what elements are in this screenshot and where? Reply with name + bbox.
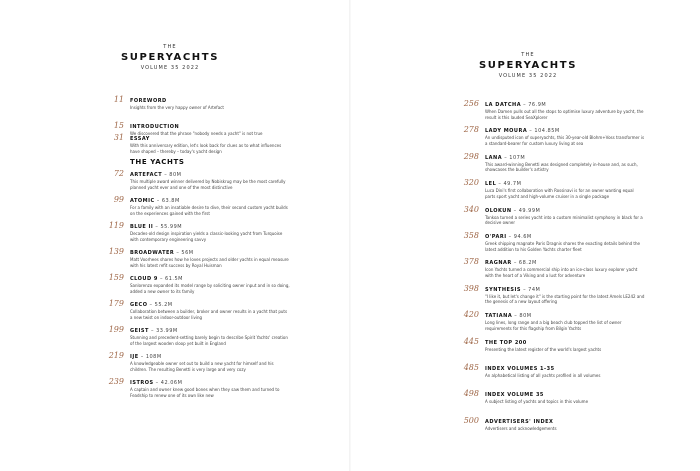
page-number: 119 bbox=[108, 221, 124, 230]
contents-entry[interactable] bbox=[455, 101, 645, 127]
entry-title: TATIANA bbox=[485, 313, 513, 320]
page-number: 445 bbox=[463, 336, 479, 346]
contents-entry[interactable] bbox=[455, 283, 645, 312]
entry-description: A knowledgeable owner set out to build a new yacht for himself and his children. The resulting Benetti is very large and very cozy bbox=[130, 361, 274, 372]
entry-length: – 55.2M bbox=[147, 302, 173, 308]
entry-description: Luca Dini's first collaboration with Rossinavi is for an owner wanting equal parts sport yacht and high-volume cruiser in a single package bbox=[485, 188, 634, 199]
entry-length: – 49.99M bbox=[511, 207, 541, 214]
page-number: 298 bbox=[463, 151, 479, 161]
entry-description: Tankoa turned a series yacht into a custom minimalist symphony in black for a decisive owner bbox=[485, 214, 643, 226]
entry-title: ADVERTISERS' INDEX bbox=[485, 418, 554, 425]
contents-entry[interactable] bbox=[100, 135, 290, 157]
page-number: 278 bbox=[463, 125, 479, 135]
entry-length: – 80M bbox=[512, 313, 532, 320]
entry-title: BROADWATER bbox=[130, 250, 175, 256]
entry-length: – 61.5M bbox=[157, 276, 183, 282]
contents-entry[interactable] bbox=[455, 230, 645, 259]
entry-description: Greek shipping magnate Paris Dragnis shares the exacting details behind the latest addition to his Golden Yachts charter fleet bbox=[485, 240, 640, 252]
page-number: 99 bbox=[113, 195, 124, 204]
entry-title: RAGNAR bbox=[485, 260, 512, 267]
entry-description: When Damen pulls out all the stops to optimise luxury adventure by yacht, the result is this lauded SeaXplorer bbox=[485, 109, 644, 120]
entry-description: Sanlorenzo expanded its model range by soliciting owner input and in so doing, added a new owner to its family bbox=[130, 283, 290, 294]
page-number: 398 bbox=[463, 283, 479, 293]
entry-length: – 94.6M bbox=[506, 233, 532, 240]
contents-entry[interactable] bbox=[455, 259, 645, 285]
entry-length: – 42.06M bbox=[153, 380, 183, 386]
entry-title: GECO bbox=[130, 302, 148, 308]
entry-description: A subject listing of yachts and topics in this volume bbox=[485, 399, 589, 405]
page-number: 340 bbox=[463, 204, 479, 214]
entry-description: Presenting the latest register of the world's largest yachts bbox=[485, 346, 602, 352]
entry-length: – 76.9M bbox=[521, 102, 547, 108]
entry-title: LEL bbox=[485, 181, 497, 188]
right-page bbox=[350, 0, 700, 471]
entry-title: LANA bbox=[485, 154, 503, 161]
entry-description: This award-winning Benetti was designed completely in-house and, as such, showcases the builder's artistry bbox=[485, 161, 638, 173]
contents-entry[interactable] bbox=[100, 275, 290, 301]
entry-title: INDEX VOLUMES 1-35 bbox=[485, 365, 555, 372]
contents-entry[interactable] bbox=[455, 312, 645, 338]
contents-entry[interactable] bbox=[100, 327, 290, 353]
entry-title: CLOUD 9 bbox=[130, 276, 158, 282]
entry-title: LA DATCHA bbox=[485, 102, 522, 108]
entry-title: ESSAY bbox=[130, 136, 150, 142]
entry-length: – 107M bbox=[502, 154, 526, 161]
contents-entry[interactable] bbox=[455, 180, 645, 206]
masthead-volume: VOLUME 35 2022 bbox=[140, 65, 200, 71]
page-number: 11 bbox=[113, 95, 124, 104]
left-masthead bbox=[115, 44, 225, 71]
entry-length: – 74M bbox=[520, 286, 541, 293]
page-number: 256 bbox=[463, 99, 479, 108]
entry-title: O'PARI bbox=[485, 233, 507, 240]
entry-title: GEIST bbox=[130, 328, 149, 334]
page-number: 179 bbox=[108, 299, 124, 308]
contents-entry[interactable] bbox=[455, 391, 645, 417]
contents-entry[interactable] bbox=[100, 197, 290, 223]
section-heading: THE YACHTS bbox=[130, 158, 185, 166]
entry-description: For a family with an insatiable desire to dive, their second custom yacht builds on the experiences gained with the first bbox=[130, 205, 288, 216]
entry-description: We discovered that the phrase "nobody needs a yacht" is not true bbox=[130, 131, 263, 136]
page-number: 159 bbox=[108, 273, 124, 282]
contents-entry[interactable] bbox=[100, 379, 290, 405]
entry-description: An undisputed icon of superyachts, this 30-year-old Blohm+Voss transformer is a standard-bearer for custom luxury living at sea bbox=[485, 135, 645, 146]
entry-title: OLOKUN bbox=[485, 207, 512, 214]
entry-length: – 56M bbox=[174, 250, 194, 256]
entry-description: Collaboration between a builder, broker and owner results in a yacht that puts a new twist on indoor-outdoor living bbox=[130, 309, 288, 320]
entry-description: Insights from the very happy owner of Artefact bbox=[130, 105, 224, 110]
right-masthead bbox=[473, 52, 583, 79]
left-contents-list bbox=[100, 97, 290, 405]
entry-description: Stunning and precedent-setting barely begin to describe Spirit Yachts' creation of the largest wooden sloop yet built in England bbox=[130, 335, 288, 346]
entry-title: FOREWORD bbox=[130, 98, 167, 104]
contents-entry[interactable] bbox=[455, 415, 645, 444]
entry-length: – 80M bbox=[162, 172, 182, 178]
entry-title: ATOMIC bbox=[130, 198, 155, 204]
entry-title: BLUE II bbox=[130, 224, 154, 230]
masthead-the: THE bbox=[163, 44, 177, 50]
contents-entry[interactable] bbox=[100, 123, 290, 135]
page-number: 378 bbox=[463, 257, 479, 267]
entry-length: – 108M bbox=[138, 354, 162, 360]
masthead-title: SUPERYACHTS bbox=[479, 60, 577, 71]
contents-entry[interactable] bbox=[455, 127, 645, 153]
entry-title: THE TOP 200 bbox=[485, 339, 527, 346]
entry-title: LADY MOURA bbox=[485, 128, 528, 135]
entry-title: IJE bbox=[130, 354, 139, 360]
page-number: 219 bbox=[108, 351, 124, 360]
page-number: 500 bbox=[463, 415, 479, 425]
page-number: 320 bbox=[463, 178, 479, 188]
entry-description: Advertisers and acknowledgements bbox=[485, 425, 557, 431]
contents-entry[interactable] bbox=[100, 97, 290, 123]
entry-description: An alphabetical listing of all yachts profiled in all volumes bbox=[485, 372, 601, 378]
entry-description: Matt Voorhees shares how he loves projects and older yachts in equal measure with his latest refit success by Royal Huisman bbox=[130, 257, 289, 268]
page-number: 498 bbox=[463, 389, 479, 399]
masthead-volume: VOLUME 35 2022 bbox=[498, 73, 558, 79]
right-contents-list bbox=[455, 101, 645, 444]
entry-length: – 68.2M bbox=[511, 260, 537, 267]
entry-title: INDEX VOLUME 35 bbox=[485, 392, 544, 399]
entry-length: – 63.8M bbox=[154, 198, 180, 204]
entry-description: Long lines, long range and a big beach club topped the list of owner requirements for this flagship from Bilgin Yachts bbox=[485, 320, 622, 331]
entry-description: Icon Yachts turned a commercial ship into an ice-class luxury explorer yacht with the heart of a Viking and a lust for adventure bbox=[485, 267, 638, 278]
contents-entry[interactable] bbox=[455, 151, 645, 180]
contents-entry[interactable] bbox=[100, 171, 290, 197]
page-number: 485 bbox=[463, 362, 479, 372]
entry-description: With this anniversary edition, let's look back for clues as to what influences have shaped – thereby – today's yacht design bbox=[130, 143, 282, 154]
entry-title: ISTROS bbox=[130, 380, 154, 386]
entry-description: "I like it, but let's change it" is the starting point for the latest Amels LE242 and the genesis of a new layout offering bbox=[485, 293, 645, 305]
contents-entry[interactable] bbox=[455, 336, 645, 365]
masthead-the: THE bbox=[521, 52, 535, 58]
entry-title: INTRODUCTION bbox=[130, 124, 180, 130]
page-number: 239 bbox=[108, 377, 124, 386]
page-number: 139 bbox=[108, 247, 124, 256]
entry-title: ARTEFACT bbox=[130, 172, 163, 178]
contents-entry[interactable] bbox=[455, 362, 645, 391]
page-number: 72 bbox=[113, 169, 124, 178]
page-number: 358 bbox=[463, 230, 479, 240]
entry-description: A captain and owner knew good bones when they saw them and turned to Feadship to renew one of its own like new bbox=[130, 387, 280, 398]
page-number: 15 bbox=[113, 121, 124, 130]
entry-length: – 104.85M bbox=[527, 128, 560, 135]
page-number: 31 bbox=[113, 133, 124, 142]
contents-entry[interactable] bbox=[100, 301, 290, 327]
page-number: 199 bbox=[108, 325, 124, 334]
entry-description: Decades-old design inspiration yields a classic-looking yacht from Turquoise with contemporary engineering savvy bbox=[130, 231, 283, 242]
entry-length: – 49.7M bbox=[496, 181, 522, 188]
contents-entry[interactable] bbox=[455, 204, 645, 233]
contents-entry[interactable] bbox=[100, 249, 290, 275]
page-number: 420 bbox=[463, 310, 479, 320]
entry-length: – 33.99M bbox=[148, 328, 178, 334]
entry-title: SYNTHESIS bbox=[485, 286, 521, 293]
entry-length: – 55.99M bbox=[153, 224, 183, 230]
masthead-title: SUPERYACHTS bbox=[121, 52, 219, 63]
contents-entry[interactable] bbox=[100, 223, 290, 249]
entry-description: This multiple award winner delivered by Nobiskrug may be the most carefully planned yacht ever and one of the most distinctive bbox=[130, 179, 286, 190]
contents-entry[interactable] bbox=[100, 353, 290, 379]
